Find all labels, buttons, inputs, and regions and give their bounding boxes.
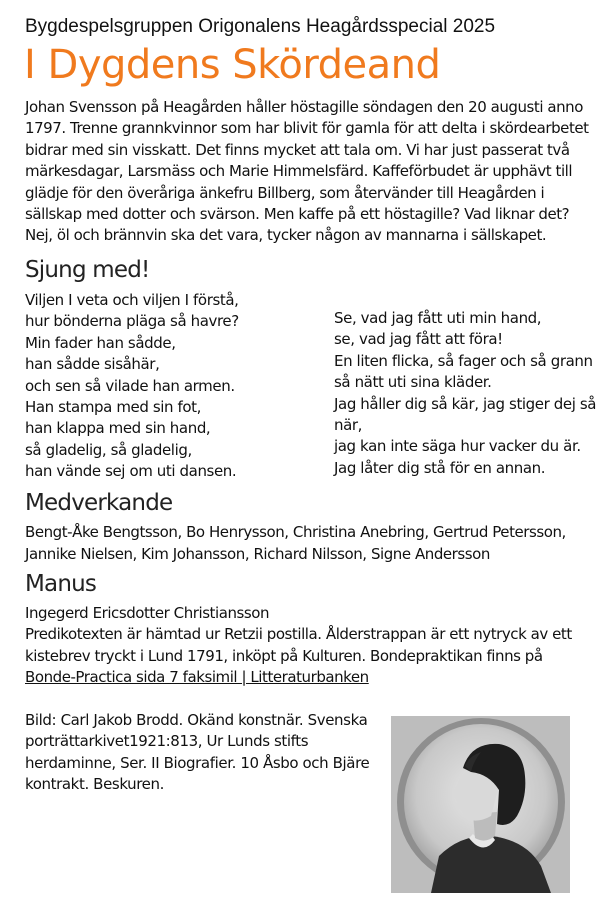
verse-line: Se, vad jag fått uti min hand, <box>334 309 542 327</box>
verse-line: hur bönderna pläga så havre? <box>25 312 239 331</box>
verse-line: Han stampa med sin fot, <box>25 398 202 417</box>
verse-line: så gladelig, så gladelig, <box>25 440 192 459</box>
verse-line: Viljen I veta och viljen I förstå, <box>25 291 239 309</box>
verse-line: så nätt uti sina kläder. <box>334 373 492 392</box>
verse-line: han sådde sisåhär, <box>25 355 160 374</box>
sing-heading: Sjung med! <box>25 257 150 283</box>
verse-line: se, vad jag fått att föra! <box>334 330 503 349</box>
verse-line: Jag låter dig stå för en annan. <box>334 458 546 477</box>
verse-line: han klappa med sin hand, <box>25 419 211 438</box>
verse-line: jag kan inte säga hur vacker du är. <box>334 437 581 456</box>
portrait-image <box>391 716 570 893</box>
intro-paragraph: Johan Svensson på Heagården håller höstagille söndagen den 20 augusti anno 1797. Trenne grannkvinnor som har blivit för gamla för att delta i skördearbetet bidrar med sin visskatt. Det finns mycket att tala om. Vi har just passerat två märkesdagar, Larsmäss och Marie Himmelsfärd. Kaffeförbudet är upphävt till glädje för den överåriga änkefru Billberg, som återvänder till Heagården i sällskap med dotter och svärson. Men kaffe på ett höstagille? Vad liknar det? Nej, öl och brännvin ska det vara, tycker någon av mannarna i sällskapet. <box>25 98 589 245</box>
script-text: Predikotexten är hämtad ur Retzii postilla. Ålderstrappan är ett nytryck av ett kistebrev tryckt i Lund 1791, inköpt på Kulturen. Bondepraktikan finns på <box>25 625 572 665</box>
verse-right <box>334 308 596 479</box>
verse-left <box>25 290 239 483</box>
verse-line: En liten flicka, så fager och så grann <box>334 351 593 370</box>
cast-list: Bengt-Åke Bengtsson, Bo Henrysson, Christina Anebring, Gertrud Petersson, Jannike Nielsen, Kim Johansson, Richard Nilsson, Signe Andersson <box>25 523 566 563</box>
verse-line: Jag håller dig så kär, jag stiger dej så <box>334 394 597 413</box>
verse-line: när, <box>334 416 363 435</box>
page-title: I Dygdens Skördeand <box>24 42 441 88</box>
portrait-drawing <box>391 716 570 893</box>
verse-line: Min fader han sådde, <box>25 333 176 352</box>
verse-line: och sen så vilade han armen. <box>25 376 235 395</box>
verse-line: han vände sej om uti dansen. <box>25 462 237 481</box>
script-author: Ingegerd Ericsdotter Christiansson <box>25 604 270 622</box>
image-caption: Bild: Carl Jakob Brodd. Okänd konstnär. Svenska porträttarkivet1921:813, Ur Lunds stifts herdaminne, Ser. II Biografier. 10 Åsbo och Bjäre kontrakt. Beskuren. <box>25 711 370 794</box>
script-heading: Manus <box>25 571 97 597</box>
cast-heading: Medverkande <box>25 490 173 516</box>
bondepraktika-link[interactable]: Bonde-Practica sida 7 faksimil | Litteraturbanken <box>25 668 369 687</box>
page-kicker: Bygdespelsgruppen Origonalens Heagårdsspecial 2025 <box>25 16 496 37</box>
script-paragraph <box>25 624 595 689</box>
